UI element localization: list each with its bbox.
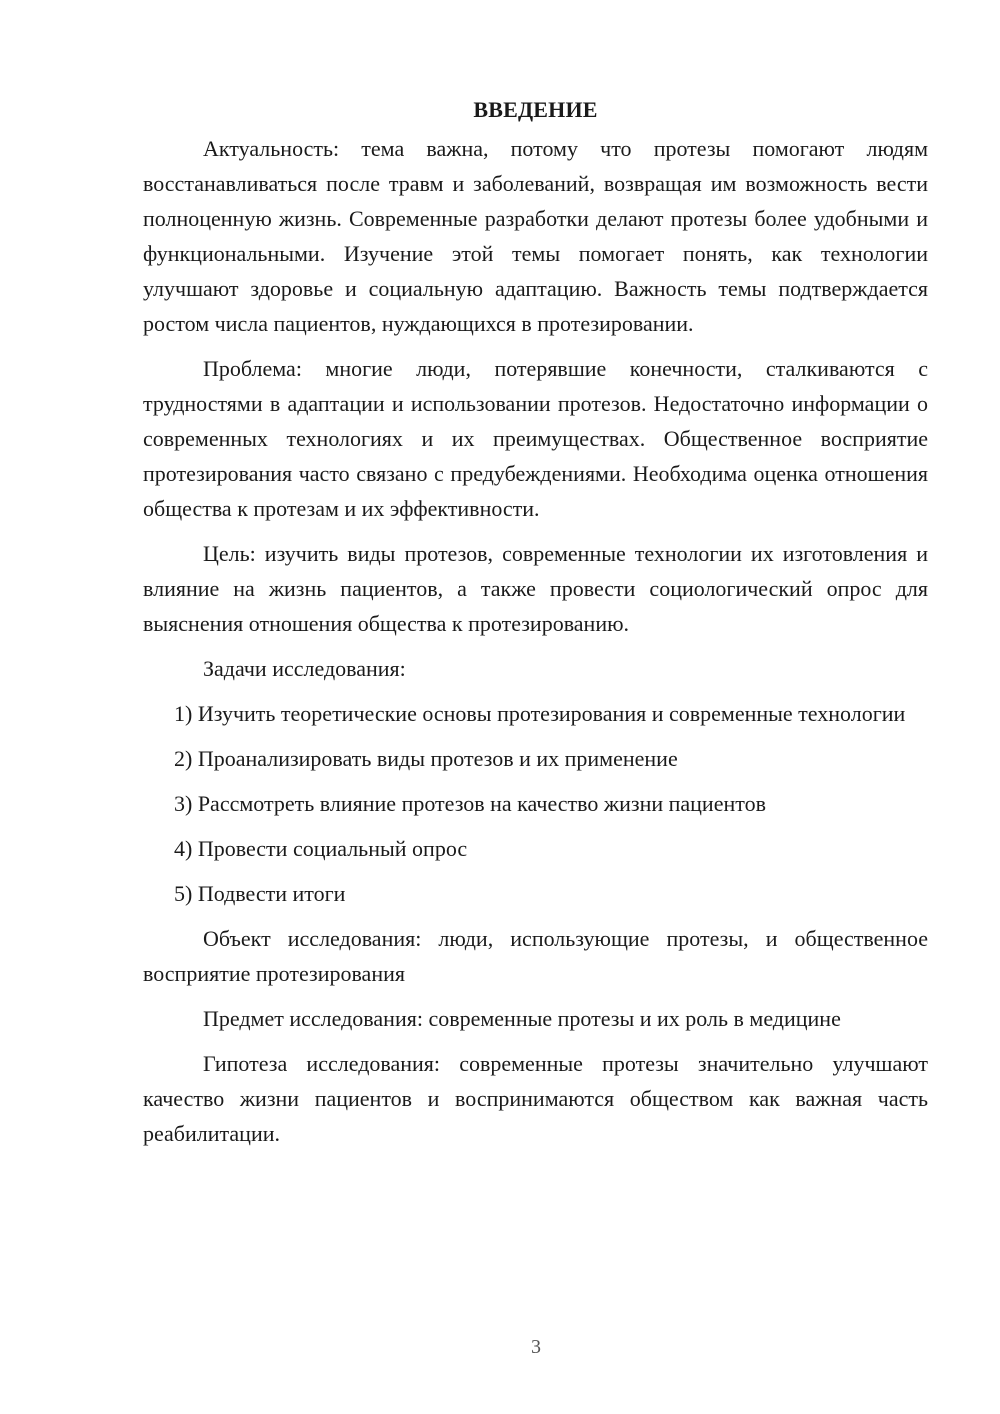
task-item-4: 4) Провести социальный опрос xyxy=(174,836,468,861)
document-page xyxy=(143,95,928,1161)
section-heading: ВВЕДЕНИЕ xyxy=(473,97,598,122)
task-item-2: 2) Проанализировать виды протезов и их применение xyxy=(174,746,678,771)
subject-paragraph: Предмет исследования: современные протезы и их роль в медицине xyxy=(203,1006,841,1031)
hypothesis-paragraph: Гипотеза исследования: современные протезы значительно улучшают качество жизни пациентов и воспринимаются обществом как важная часть реабилитации. xyxy=(143,1051,928,1146)
task-item-1: 1) Изучить теоретические основы протезирования и современные технологии xyxy=(174,701,906,726)
problem-paragraph: Проблема: многие люди, потерявшие конечности, сталкиваются с трудностями в адаптации и использовании протезов. Недостаточно информации о современных технологиях и их преимуществах. Общественное восприятие протезирования часто связано с предубеждениями. Необходима оценка отношения общества к протезам и их эффективности. xyxy=(143,356,928,521)
goal-paragraph: Цель: изучить виды протезов, современные технологии их изготовления и влияние на жизнь пациентов, а также провести социологический опрос для выяснения отношения общества к протезированию. xyxy=(143,541,928,636)
tasks-title: Задачи исследования: xyxy=(203,656,406,681)
task-item-3: 3) Рассмотреть влияние протезов на качество жизни пациентов xyxy=(174,791,766,816)
page-number: 3 xyxy=(531,1336,541,1358)
object-paragraph: Объект исследования: люди, использующие протезы, и общественное восприятие протезирования xyxy=(143,926,928,986)
task-item-5: 5) Подвести итоги xyxy=(174,881,346,906)
relevance-paragraph: Актуальность: тема важна, потому что протезы помогают людям восстанавливаться после травм и заболеваний, возвращая им возможность вести полноценную жизнь. Современные разработки делают протезы более удобными и функциональными. Изучение этой темы помогает понять, как технологии улучшают здоровье и социальную адаптацию. Важность темы подтверждается ростом числа пациентов, нуждающихся в протезировании. xyxy=(143,136,928,336)
